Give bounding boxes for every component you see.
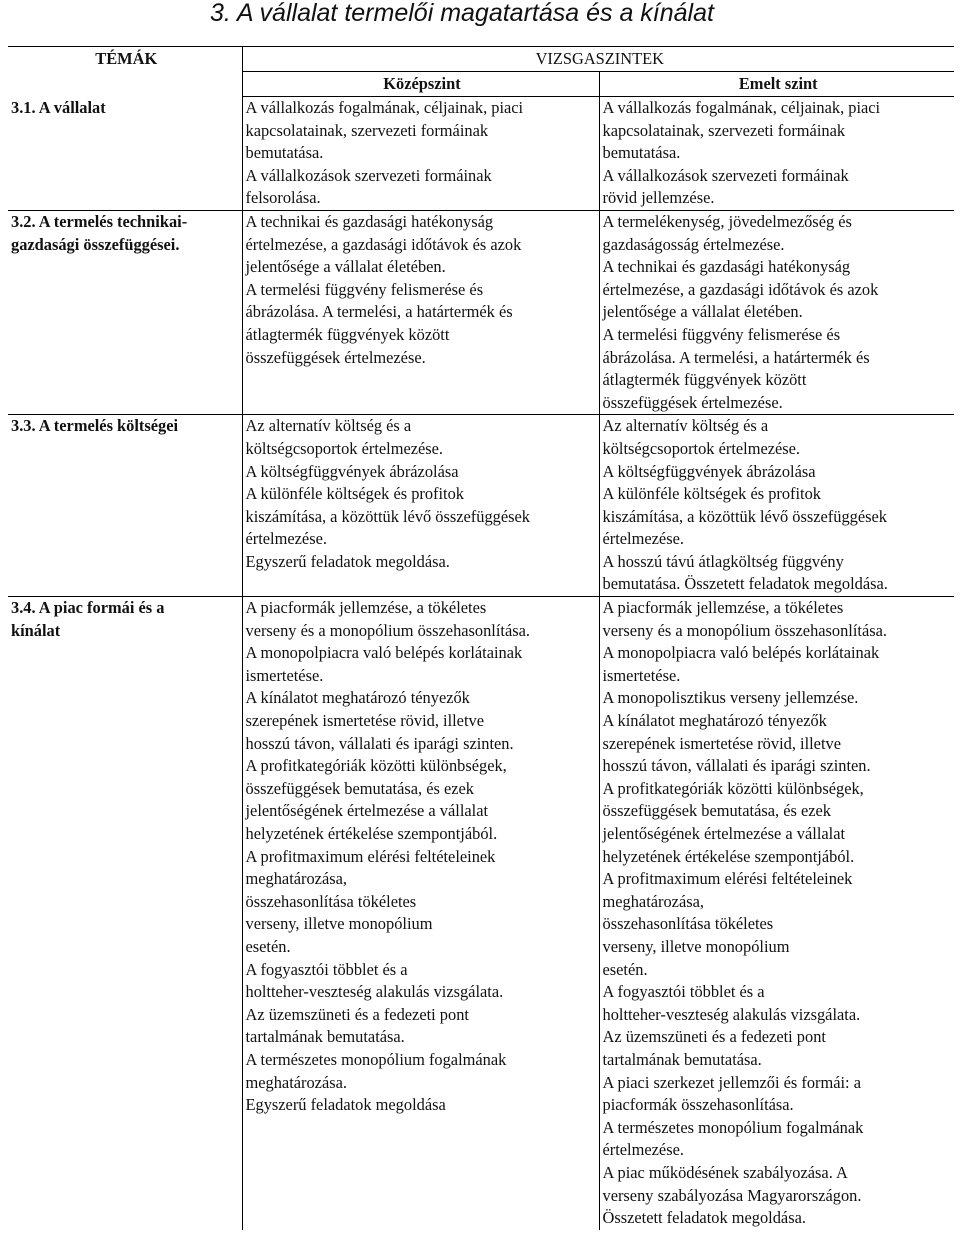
mid-level-cell (242, 210, 599, 414)
cell-text-line: értelmezése, a gazdasági időtávok és azok (602, 279, 879, 299)
cell-text-line: költségcsoportok értelmezése. (245, 438, 444, 458)
cell-text-line: A piac működésének szabályozása. A (602, 1162, 848, 1182)
cell-text-line: értelmezése. (602, 1140, 684, 1160)
cell-text-line: jelentősége a vállalat életében. (245, 257, 446, 277)
cell-text-line: verseny és a monopólium összehasonlítása. (602, 620, 887, 640)
cell-text-line: Az üzemszüneti és a fedezeti pont (245, 1004, 469, 1024)
cell-text-line: helyzetének értékelése szempontjából. (602, 846, 855, 866)
cell-text-line: összefüggések bemutatása, és ezek (245, 778, 474, 798)
cell-text-line: ábrázolása. A termelési, a határtermék és (602, 347, 870, 367)
table-row (8, 415, 954, 597)
cell-text-line: jelentőségének értelmezése a vállalat (602, 824, 846, 843)
mid-level-header: Középszint (242, 72, 599, 97)
mid-level-cell (242, 597, 599, 1230)
cell-text-line: A piacformák jellemzése, a tökéletes (245, 598, 487, 618)
exam-levels-header: VIZSGASZINTEK (242, 47, 954, 72)
cell-text-line: felsorolása. (245, 188, 321, 208)
cell-text-line: A vállalkozások szervezeti formáinak (602, 165, 849, 185)
topics-header: TÉMÁK (8, 47, 242, 97)
advanced-level-cell (599, 210, 954, 414)
cell-text-line: A technikai és gazdasági hatékonyság (602, 257, 851, 277)
cell-text-line: esetén. (602, 959, 648, 979)
cell-text-line: A fogyasztói többlet és a (602, 982, 765, 1002)
cell-text-line: piacformák összehasonlítása. (602, 1095, 794, 1115)
cell-text-line: ábrázolása. A termelési, a határtermék és (245, 302, 513, 322)
cell-text-line: A kínálatot meghatározó tényezők (245, 688, 470, 708)
cell-text-line: A költségfüggvények ábrázolása (245, 461, 459, 481)
cell-text-line: A természetes monopólium fogalmának (602, 1117, 864, 1137)
topic-cell (8, 415, 242, 597)
topic-cell (8, 97, 242, 211)
cell-text-line: 3.3. A termelés költségei (11, 416, 179, 436)
cell-text-line: A hosszú távú átlagköltség függvény (602, 551, 844, 571)
cell-text-line: A technikai és gazdasági hatékonyság (245, 211, 494, 231)
cell-text-line: bemutatása. Összetett feladatok megoldása. (602, 574, 888, 594)
cell-text-line: A költségfüggvények ábrázolása (602, 461, 816, 481)
cell-text-line: A vállalkozások szervezeti formáinak (245, 165, 492, 185)
cell-text-line: verseny és a monopólium összehasonlítása. (245, 620, 530, 640)
cell-text-line: bemutatása. (602, 143, 681, 163)
cell-text-line: összehasonlítása tökéletes (245, 891, 417, 911)
cell-text-line: értelmezése. (245, 529, 327, 549)
cell-text-line: összefüggések értelmezése. (245, 347, 426, 367)
cell-text-line: átlagtermék függvények között (245, 324, 450, 344)
cell-text-line: A profitmaximum elérési feltételeinek (245, 846, 496, 866)
cell-text-line: jelentőségének értelmezése a vállalat (245, 801, 489, 821)
cell-text-line: A profitkategóriák közötti különbségek, (245, 756, 507, 776)
cell-text-line: költségcsoportok értelmezése. (602, 438, 801, 458)
table-row (8, 210, 954, 414)
cell-text-line: Egyszerű feladatok megoldása (245, 1095, 446, 1115)
cell-text-line: jelentősége a vállalat életében. (602, 302, 803, 322)
cell-text-line: A vállalkozás fogalmának, céljainak, piaci (245, 98, 524, 117)
cell-text-line: A különféle költségek és profitok (245, 484, 464, 504)
cell-text-line: tartalmának bemutatása. (602, 1049, 762, 1069)
cell-text-line: összefüggések bemutatása, és ezek (602, 801, 831, 821)
cell-text-line: Az alternatív költség és a (602, 416, 769, 436)
cell-text-line: A termelési függvény felismerése és (602, 324, 841, 344)
cell-text-line: A profitkategóriák közötti különbségek, (602, 778, 864, 798)
cell-text-line: 3.2. A termelés technikai- (11, 211, 188, 231)
cell-text-line: kiszámítása, a közöttük lévő összefüggések (245, 506, 530, 526)
cell-text-line: A monopolisztikus verseny jellemzése. (602, 688, 859, 708)
cell-text-line: Összetett feladatok megoldása. (602, 1208, 806, 1228)
cell-text-line: ismertetése. (602, 665, 681, 685)
cell-text-line: A piacformák jellemzése, a tökéletes (602, 598, 844, 618)
cell-text-line: kapcsolatainak, szervezeti formáinak (602, 120, 846, 140)
cell-text-line: bemutatása. (245, 143, 324, 163)
cell-text-line: tartalmának bemutatása. (245, 1027, 405, 1047)
cell-text-line: hosszú távon, vállalati és iparági szinten. (245, 733, 514, 753)
cell-text-line: A kínálatot meghatározó tényezők (602, 711, 827, 731)
cell-text-line: kínálat (11, 620, 61, 640)
cell-text-line: 3.1. A vállalat (11, 97, 106, 117)
topic-cell (8, 597, 242, 1230)
cell-text-line: szerepének ismertetése rövid, illetve (602, 733, 841, 753)
table-row (8, 97, 954, 211)
advanced-level-cell (599, 597, 954, 1230)
cell-text-line: átlagtermék függvények között (602, 370, 807, 390)
cell-text-line: A különféle költségek és profitok (602, 484, 821, 504)
cell-text-line: Az alternatív költség és a (245, 416, 412, 436)
cell-text-line: értelmezése. (602, 529, 684, 549)
cell-text-line: verseny szabályozása Magyarországon. (602, 1185, 862, 1205)
cell-text-line: A termelékenység, jövedelmezőség és (602, 211, 852, 231)
cell-text-line: A termelési függvény felismerése és (245, 279, 484, 299)
cell-text-line: kapcsolatainak, szervezeti formáinak (245, 120, 489, 140)
cell-text-line: szerepének ismertetése rövid, illetve (245, 711, 484, 731)
cell-text-line: holtteher-veszteség alakulás vizsgálata. (602, 1004, 861, 1024)
cell-text-line: kiszámítása, a közöttük lévő összefüggések (602, 506, 887, 526)
cell-text-line: verseny, illetve monopólium (602, 936, 790, 956)
mid-level-cell (242, 415, 599, 597)
cell-text-line: 3.4. A piac formái és a (11, 598, 165, 618)
cell-text-line: Egyszerű feladatok megoldása. (245, 551, 450, 571)
cell-text-line: meghatározása, (602, 891, 704, 911)
cell-text-line: hosszú távon, vállalati és iparági szinten. (602, 756, 871, 776)
topic-cell (8, 210, 242, 414)
cell-text-line: összefüggések értelmezése. (602, 392, 783, 412)
cell-text-line: holtteher-veszteség alakulás vizsgálata. (245, 982, 504, 1002)
cell-text-line: A profitmaximum elérési feltételeinek (602, 869, 853, 889)
cell-text-line: Az üzemszüneti és a fedezeti pont (602, 1027, 826, 1047)
cell-text-line: ismertetése. (245, 665, 324, 685)
cell-text-line: értelmezése, a gazdasági időtávok és azok (245, 234, 522, 254)
page-title: 3. A vállalat termelői magatartása és a kínálat (210, 0, 714, 27)
exam-topics-table (8, 46, 954, 1230)
cell-text-line: gazdasági összefüggései. (11, 234, 180, 254)
cell-text-line: helyzetének értékelése szempontjából. (245, 824, 498, 843)
cell-text-line: A monopolpiacra való belépés korlátainak (245, 643, 523, 663)
advanced-level-cell (599, 97, 954, 211)
advanced-level-cell (599, 415, 954, 597)
cell-text-line: A fogyasztói többlet és a (245, 959, 408, 979)
cell-text-line: A természetes monopólium fogalmának (245, 1049, 507, 1069)
cell-text-line: verseny, illetve monopólium (245, 914, 433, 934)
table-row (8, 597, 954, 1230)
cell-text-line: gazdaságosság értelmezése. (602, 234, 785, 254)
cell-text-line: A vállalkozás fogalmának, céljainak, piaci (602, 98, 881, 117)
cell-text-line: A monopolpiacra való belépés korlátainak (602, 643, 880, 663)
advanced-level-header: Emelt szint (599, 72, 954, 97)
cell-text-line: meghatározása. (245, 1072, 347, 1092)
cell-text-line: A piaci szerkezet jellemzői és formái: a (602, 1072, 861, 1092)
cell-text-line: rövid jellemzése. (602, 188, 715, 208)
mid-level-cell (242, 97, 599, 211)
cell-text-line: meghatározása, (245, 869, 347, 889)
cell-text-line: esetén. (245, 936, 291, 956)
cell-text-line: összehasonlítása tökéletes (602, 914, 774, 934)
